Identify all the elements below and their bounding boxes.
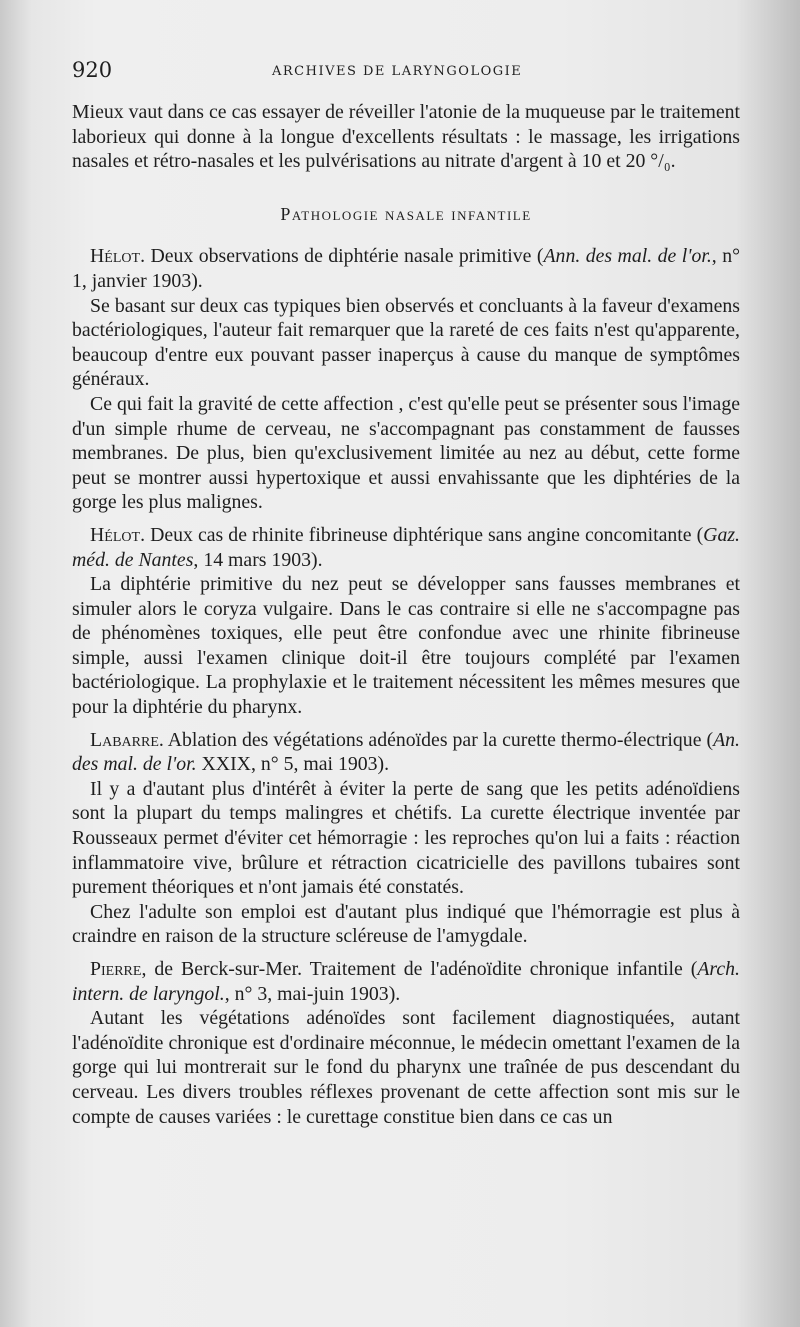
entry-source: Ann. des mal. de l'or. [543, 245, 712, 268]
entry-author: Hélot [90, 523, 141, 546]
entry-author: Hélot [90, 245, 141, 268]
entry-source: Arch. intern. de laryngol. [72, 958, 740, 1005]
entry-heading [72, 728, 740, 777]
page-body [72, 100, 740, 1129]
entry-paragraph: Ce qui fait la gravité de cette affection , c'est qu'elle peut se présenter sous l'image d'un simple rhume de cerveau, ne s'accompagnant pas constamment de fausses membranes. De plus, bien qu'exclusivement limitée au nez au début, cette forme peut se montrer aussi hypertoxique et aussi envahissante que les diphtéries de la gorge les plus malignes. [72, 392, 740, 514]
running-head: ARCHIVES DE LARYNGOLOGIE [272, 64, 523, 79]
page-header [72, 58, 750, 88]
abstract-entry [72, 728, 740, 949]
entry-details: XXIX, n° 5, mai 1903). [196, 753, 390, 776]
entry-details: , n° 3, mai-juin 1903). [224, 982, 401, 1005]
entry-title: . Deux cas de rhinite fibrineuse diphtérique sans angine concomitante ( [140, 523, 704, 546]
entry-author: Pierre [90, 958, 142, 980]
entry-author: Labarre [90, 728, 159, 751]
entry-paragraph: Se basant sur deux cas typiques bien observés et concluants à la faveur d'examens bactériologiques, l'auteur fait remarquer que la rareté de ces faits n'est qu'apparente, beaucoup d'entre eux pouvant passer inaperçus à cause du manque de symptômes généraux. [72, 294, 740, 391]
entry-details: , n° 1, janvier 1903). [72, 245, 740, 292]
entry-paragraph: La diphtérie primitive du nez peut se développer sans fausses membranes et simuler alors le coryza vulgaire. Dans le cas contraire si elle ne s'accompagne pas de phénomènes toxiques, elle peut être confondue avec une rhinite fibrineuse simple, aussi l'examen clinique doit-il être toujours complété par l'examen bactériologique. La prophylaxie et le traitement nécessitent les mêmes mesures que pour la diphtérie du pharynx. [72, 573, 740, 719]
abstract-entry [72, 523, 740, 720]
abstract-entry [72, 244, 740, 515]
entry-heading [72, 244, 740, 293]
entry-heading [72, 523, 740, 572]
entry-details: , 14 mars 1903). [193, 548, 323, 571]
entry-source: Gaz. méd. de Nantes [72, 523, 740, 571]
entry-paragraph: Chez l'adulte son emploi est d'autant plus indiqué que l'hémorragie est plus à craindre en raison de la structure scléreuse de l'amygdale. [72, 900, 740, 948]
entry-paragraph: Autant les végétations adénoïdes sont facilement diagnostiquées, autant l'adénoïdite chronique est d'ordinaire méconnue, le médecin omettant l'examen de la gorge qui lui montrerait sur le fond du pharynx une traînée de pus descendant du cerveau. Les divers troubles réflexes provenant de cette affection sont mis sur le compte de causes variées : le curettage constitue bien dans ce cas un [72, 1007, 740, 1128]
entry-paragraph: Il y a d'autant plus d'intérêt à éviter la perte de sang que les petits adénoïdiens sont la plupart du temps malingres et chétifs. La curette électrique inventée par Rousseaux permet d'éviter cet hémorragie : les reproches qu'on lui a faits : réaction inflammatoire vive, brûlure et rétraction cicatricielle des pavillons tubaires sont purement théoriques et n'ont jamais été constatés. [72, 777, 740, 899]
entry-heading [72, 957, 740, 1006]
entry-title: , de Berck-sur-Mer. Traitement de l'adénoïdite chronique infantile ( [141, 958, 698, 980]
abstract-entry [72, 957, 740, 1129]
intro-paragraph: Mieux vaut dans ce cas essayer de réveiller l'atonie de la muqueuse par le traitement laborieux qui donne à la longue d'excellents résultats : le massage, les irrigations nasales et rétro-nasales et les pulvérisations au nitrate d'argent à 10 et 20 °/₀. [72, 101, 740, 173]
entry-source: An. des mal. de l'or. [72, 728, 740, 776]
entry-title: . Ablation des végétations adénoïdes par la curette thermo-électrique ( [158, 728, 714, 751]
section-title: Pathologie nasale infantile [280, 203, 532, 224]
entry-title: . Deux observations de diphtérie nasale primitive ( [140, 245, 544, 268]
page-number: 920 [72, 58, 113, 82]
